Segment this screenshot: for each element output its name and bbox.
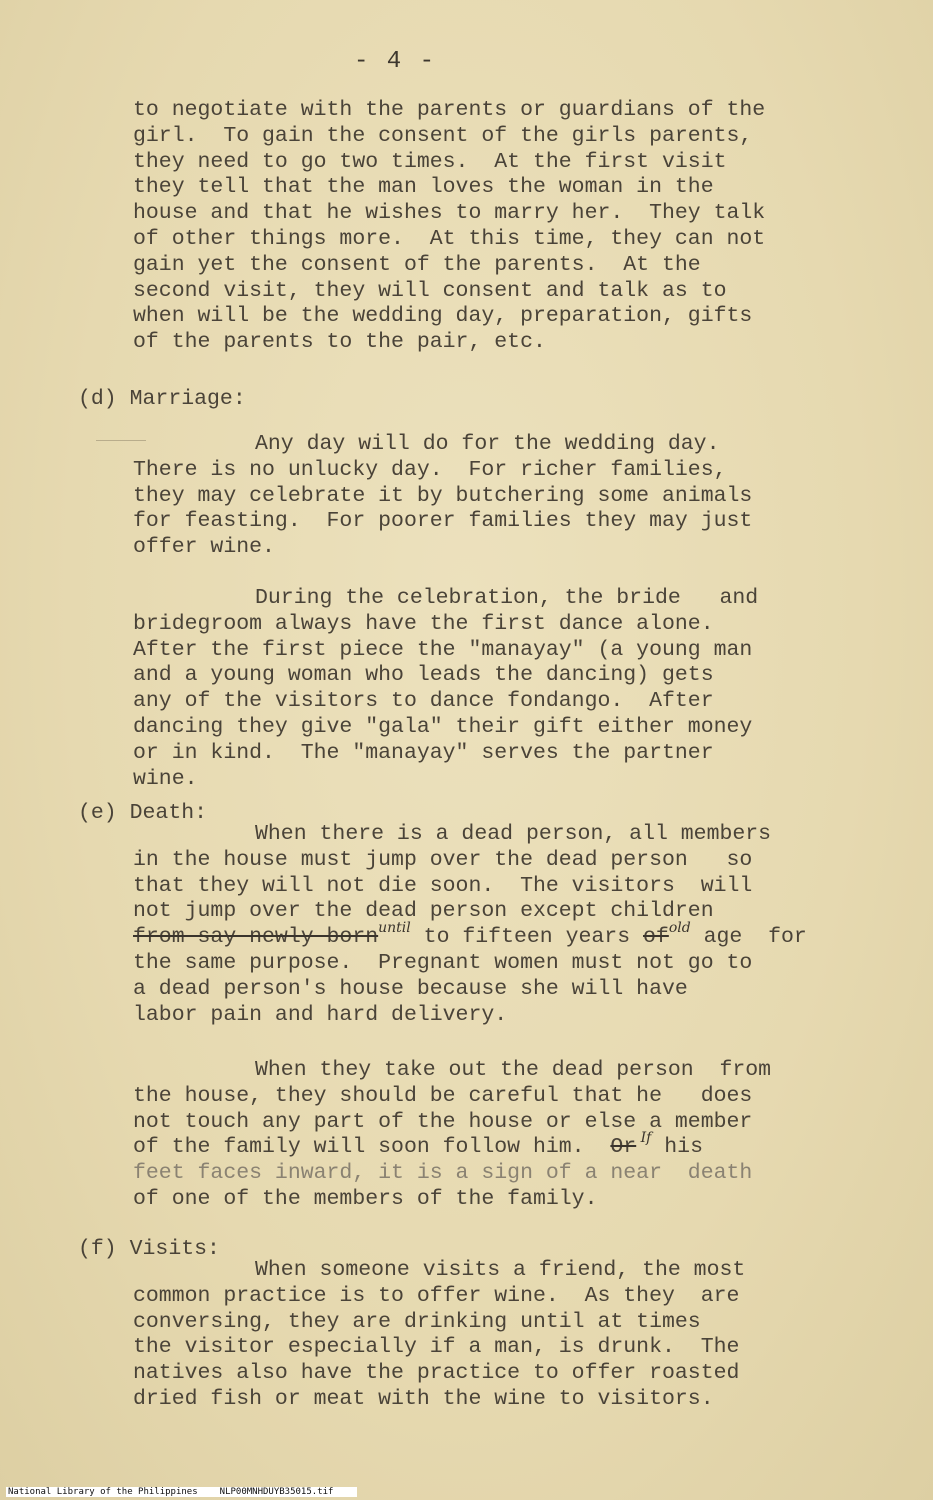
text-line: to negotiate with the parents or guardians of the bbox=[133, 98, 766, 122]
text-line: gain yet the consent of the parents. At the bbox=[133, 252, 701, 277]
text-line: any of the visitors to dance fondango. After bbox=[133, 689, 714, 714]
text-line: not jump over the dead person except children bbox=[133, 899, 714, 924]
text-line: house and that he wishes to marry her. They talk bbox=[133, 201, 766, 226]
marriage-paragraph-1 bbox=[133, 432, 853, 561]
text-line: they need to go two times. At the first visit bbox=[133, 149, 727, 174]
text-line: After the first piece the "manayay" (a young man bbox=[133, 637, 753, 662]
text-line: or in kind. The "manayay" serves the partner bbox=[133, 740, 714, 765]
footer-file-id: NLP00MNHDUYB35015.tif bbox=[219, 1487, 334, 1497]
text-line: feet faces inward, it is a sign of a near death bbox=[133, 1161, 753, 1186]
text-line: in the house must jump over the dead person so bbox=[133, 847, 753, 872]
text-line: the house, they should be careful that he does bbox=[133, 1083, 753, 1108]
text-line: dancing they give "gala" their gift either money bbox=[133, 714, 753, 739]
text-line: they may celebrate it by butchering some animals bbox=[133, 483, 753, 508]
text-line: girl. To gain the consent of the girls parents, bbox=[133, 123, 753, 148]
scan-footer bbox=[6, 1487, 357, 1497]
marriage-paragraph-2 bbox=[133, 586, 853, 792]
text-segment: age for bbox=[690, 925, 807, 950]
text-line: When someone visits a friend, the most bbox=[255, 1258, 746, 1282]
struck-text: from say newly born bbox=[133, 925, 379, 950]
text-line: the same purpose. Pregnant women must not go to bbox=[133, 950, 753, 975]
footer-institution: National Library of the Philippines bbox=[8, 1487, 198, 1497]
intro-paragraph bbox=[133, 98, 853, 356]
text-line: that they will not die soon. The visitors will bbox=[133, 873, 753, 898]
text-line: bridegroom always have the first dance alone. bbox=[133, 611, 714, 636]
text-line: and a young woman who leads the dancing) gets bbox=[133, 663, 714, 688]
text-line: During the celebration, the bride and bbox=[255, 586, 759, 610]
text-line: conversing, they are drinking until at times bbox=[133, 1309, 701, 1334]
text-line: of other things more. At this time, they can not bbox=[133, 226, 766, 251]
text-line: for feasting. For poorer families they may just bbox=[133, 509, 753, 534]
text-line: not touch any part of the house or else a member bbox=[133, 1109, 753, 1134]
text-line: There is no unlucky day. For richer families, bbox=[133, 457, 727, 482]
handwritten-insert: If bbox=[636, 1130, 652, 1147]
text-line-with-edits bbox=[133, 920, 853, 951]
section-heading-marriage: (d) Marriage: bbox=[78, 387, 246, 411]
page-number: - 4 - bbox=[353, 48, 436, 75]
text-line: Any day will do for the wedding day. bbox=[255, 432, 720, 456]
text-line: of the parents to the pair, etc. bbox=[133, 330, 546, 355]
text-line: a dead person's house because she will have bbox=[133, 976, 688, 1001]
text-line: wine. bbox=[133, 766, 198, 791]
text-line: common practice is to offer wine. As they are bbox=[133, 1283, 740, 1308]
text-line: second visit, they will consent and talk as to bbox=[133, 278, 727, 303]
text-line-with-edits bbox=[133, 1130, 853, 1161]
text-line: of one of the members of the family. bbox=[133, 1186, 598, 1211]
text-line: dried fish or meat with the wine to visitors. bbox=[133, 1386, 714, 1411]
struck-text: of bbox=[643, 925, 669, 950]
text-line: they tell that the man loves the woman in the bbox=[133, 175, 714, 200]
struck-text: Or bbox=[610, 1135, 637, 1160]
text-line: When there is a dead person, all members bbox=[255, 822, 772, 846]
section-heading-visits: (f) Visits: bbox=[78, 1237, 220, 1261]
death-paragraph-1 bbox=[133, 822, 853, 1028]
text-line: when will be the wedding day, preparation, gifts bbox=[133, 304, 753, 329]
handwritten-insert: old bbox=[668, 920, 691, 937]
text-segment: his bbox=[651, 1135, 703, 1160]
text-line: When they take out the dead person from bbox=[255, 1058, 772, 1082]
text-line: the visitor especially if a man, is drunk. The bbox=[133, 1335, 740, 1360]
visits-paragraph bbox=[133, 1258, 853, 1413]
section-heading-death: (e) Death: bbox=[78, 801, 208, 825]
death-paragraph-2 bbox=[133, 1058, 853, 1213]
text-line: labor pain and hard delivery. bbox=[133, 1002, 508, 1027]
text-line: natives also have the practice to offer roasted bbox=[133, 1361, 740, 1386]
text-line: offer wine. bbox=[133, 535, 275, 560]
text-segment: to fifteen years bbox=[410, 925, 644, 950]
handwritten-insert: until bbox=[378, 920, 411, 937]
text-segment: of the family will soon follow him. bbox=[133, 1135, 611, 1160]
